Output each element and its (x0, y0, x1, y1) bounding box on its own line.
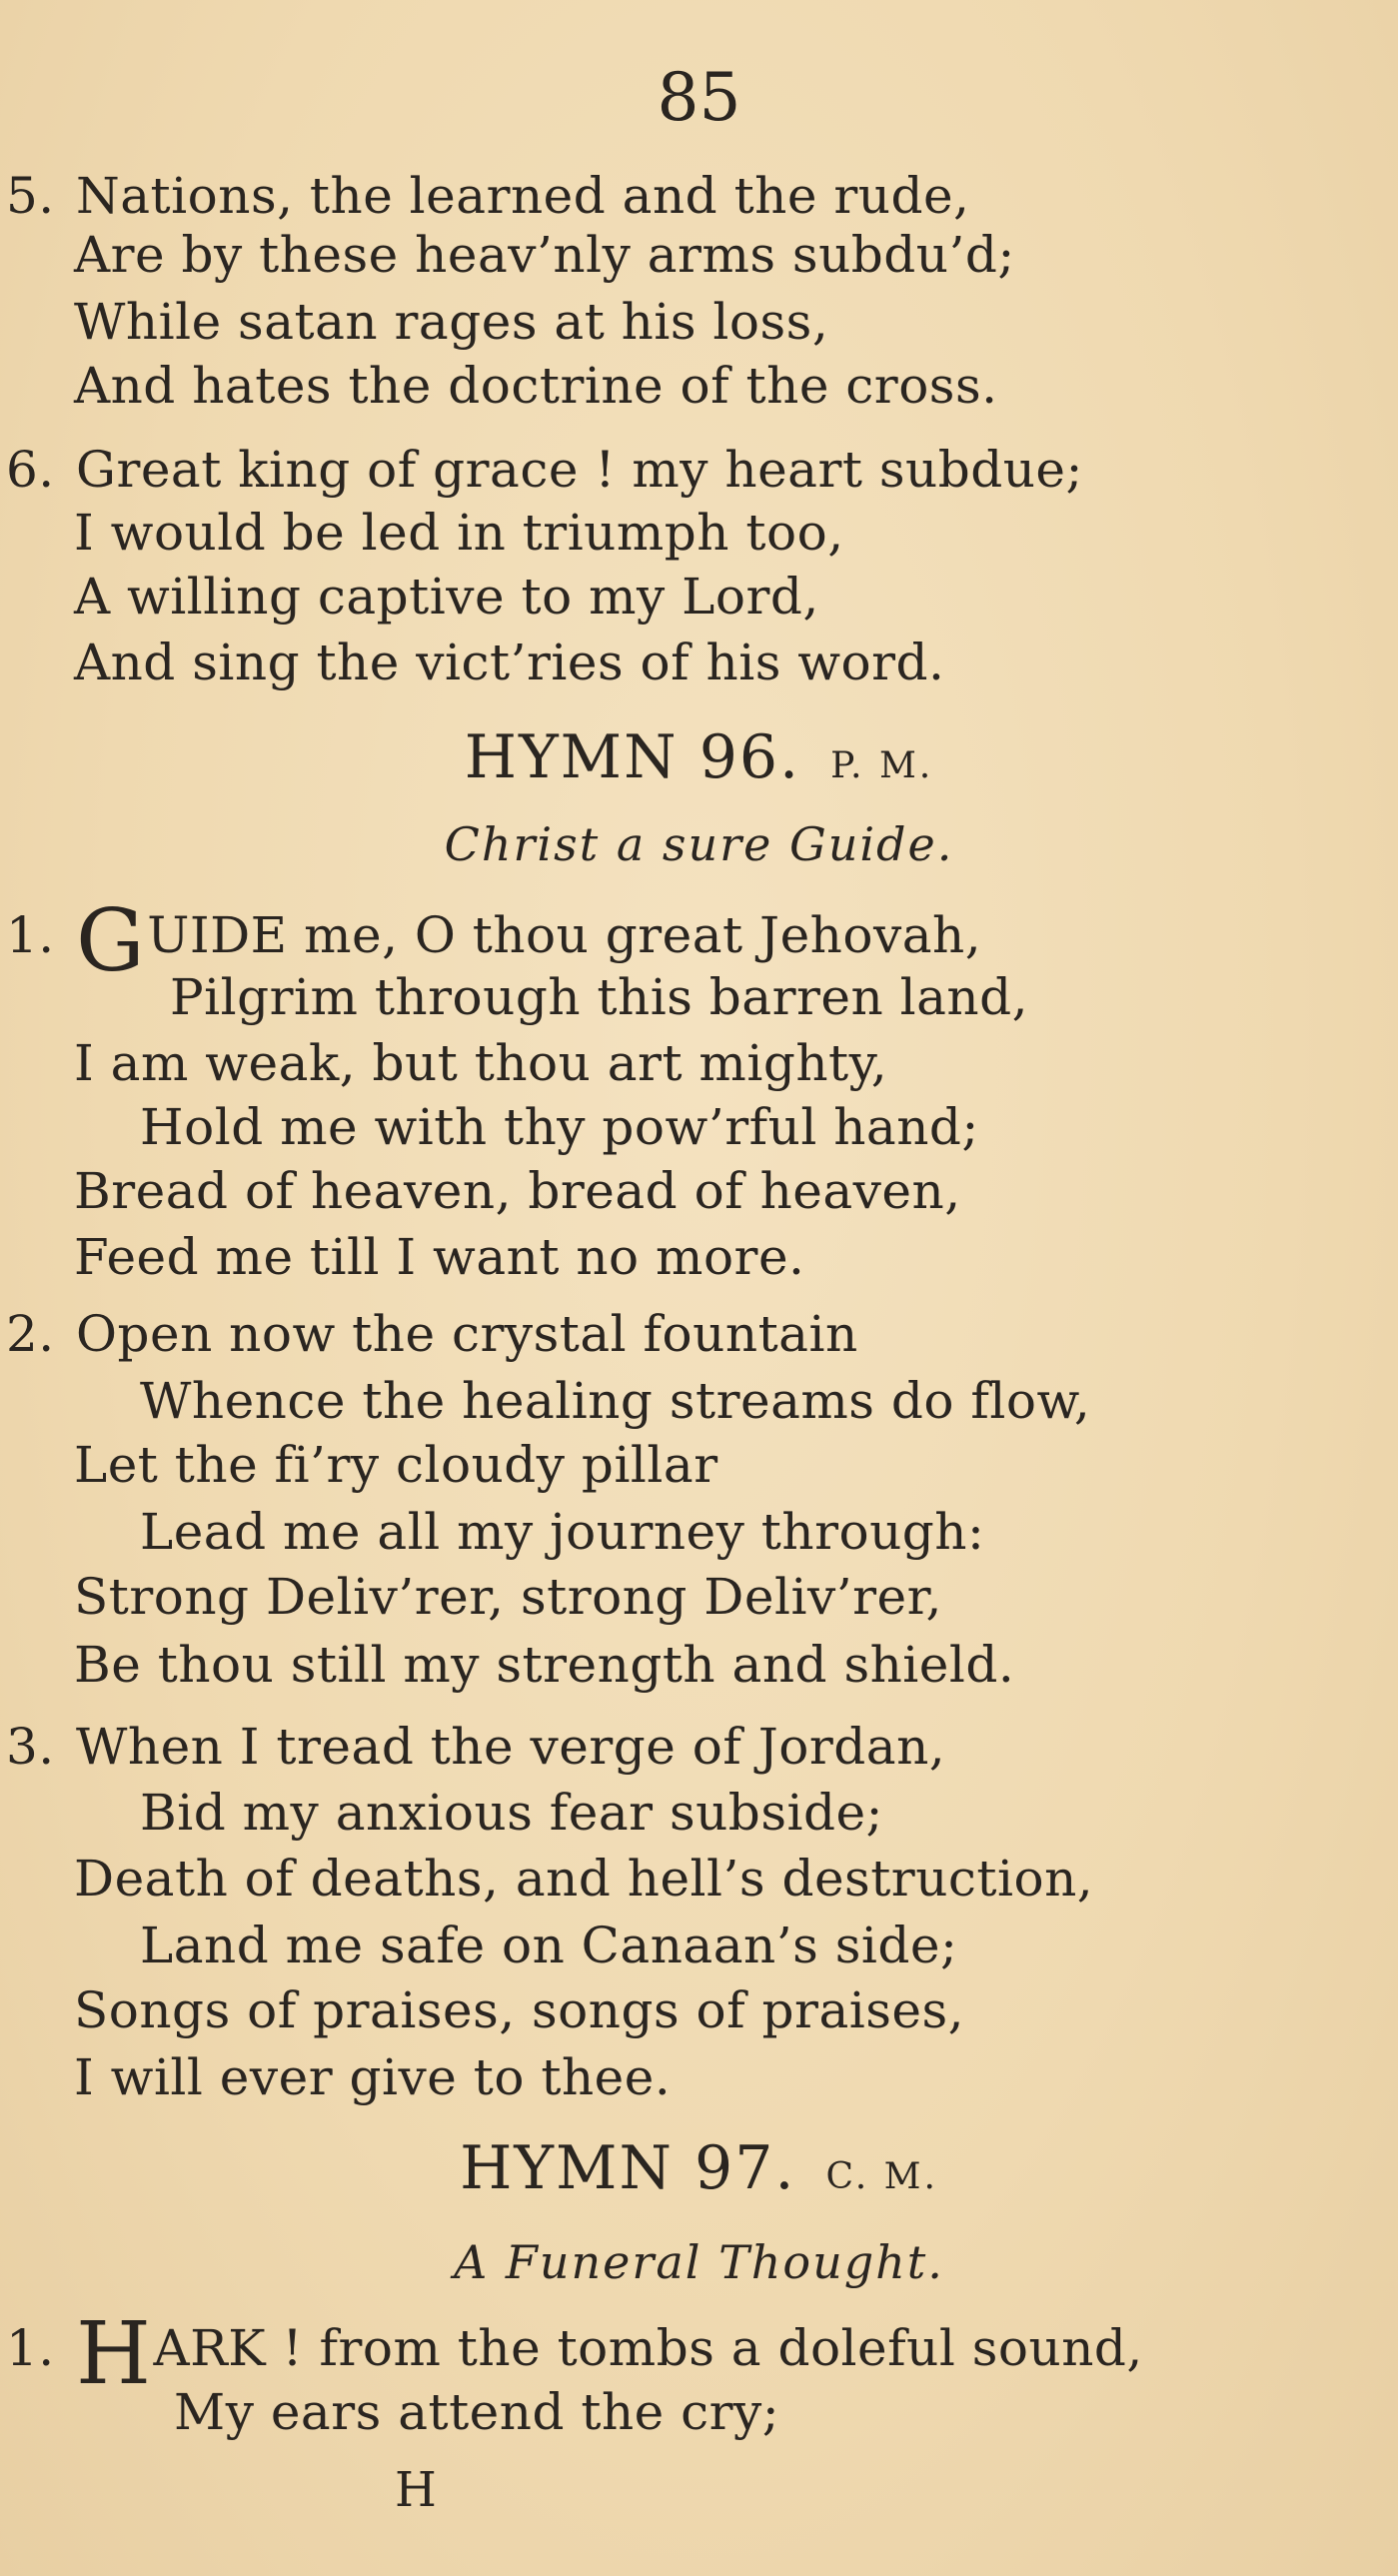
hymn-96-stanza-2-line-1: 2. Open now the crystal fountain (6, 1305, 858, 1363)
hymn-96-stanza-2-line-4: Lead me all my journey through: (140, 1503, 985, 1561)
stanza-6-line-1: 6. Great king of grace ! my heart subdue; (6, 441, 1083, 499)
hymn-96-stanza-1-line-3: I am weak, but thou art mighty, (74, 1034, 888, 1092)
stanza-number: 5. (6, 167, 55, 225)
hymn-96-stanza-1-line-5: Bread of heaven, bread of heaven, (74, 1162, 961, 1220)
hymn-96-stanza-1-line-4: Hold me with thy pow’rful hand; (140, 1098, 979, 1156)
hymn-96-stanza-3-line-3: Death of deaths, and hell’s destruction, (74, 1850, 1094, 1908)
hymn-97-stanza-1-line-2: My ears attend the cry; (174, 2383, 780, 2441)
hymn-96-stanza-3-line-2: Bid my anxious fear subside; (140, 1784, 883, 1842)
hymn-96-stanza-2-line-2: Whence the healing streams do flow, (140, 1372, 1091, 1430)
hymn-96-stanza-1-line-2: Pilgrim through this barren land, (170, 968, 1028, 1026)
hymn-96-title: HYMN 96. P. M. (464, 722, 934, 792)
hymn-96-meter: P. M. (830, 745, 934, 786)
drop-cap: H (76, 2304, 152, 2404)
hymn-97-title: HYMN 97. C. M. (460, 2133, 938, 2203)
hymn-96-stanza-1-line-6: Feed me till I want no more. (74, 1228, 805, 1286)
page-number: 85 (657, 59, 741, 136)
drop-cap: G (76, 891, 146, 991)
stanza-number: 2. (6, 1305, 55, 1363)
hymn-97-subtitle: A Funeral Thought. (454, 2235, 944, 2289)
stanza-number: 6. (6, 441, 55, 499)
stanza-6-line-2: I would be led in triumph too, (74, 504, 844, 562)
stanza-number: 1. (6, 2319, 55, 2377)
hymn-97-stanza-1-line-1: 1. HARK ! from the tombs a doleful sound, (6, 2304, 1143, 2404)
stanza-6-line-3: A willing captive to my Lord, (74, 568, 819, 626)
hymn-96-stanza-3-line-4: Land me safe on Canaan’s side; (140, 1917, 958, 1974)
hymn-96-stanza-3-line-5: Songs of praises, songs of praises, (74, 1981, 965, 2039)
stanza-5-line-3: While satan rages at his loss, (74, 293, 829, 351)
signature-mark: H (395, 2462, 437, 2518)
hymn-96-stanza-2-line-5: Strong Deliv’rer, strong Deliv’rer, (74, 1568, 942, 1626)
hymn-96-stanza-2-line-3: Let the fi’ry cloudy pillar (74, 1436, 718, 1494)
hymn-96-stanza-2-line-6: Be thou still my strength and shield. (74, 1636, 1015, 1694)
hymn-96-stanza-1-line-1: 1. GUIDE me, O thou great Jehovah, (6, 891, 982, 991)
hymn-96-subtitle: Christ a sure Guide. (444, 817, 954, 871)
stanza-5-line-2: Are by these heav’nly arms subdu’d; (74, 226, 1015, 284)
hymn-96-stanza-3-line-6: I will ever give to thee. (74, 2048, 672, 2106)
stanza-number: 3. (6, 1718, 55, 1776)
stanza-5-line-1: 5. Nations, the learned and the rude, (6, 167, 970, 225)
stanza-number: 1. (6, 906, 55, 964)
stanza-5-line-4: And hates the doctrine of the cross. (74, 357, 998, 415)
stanza-6-line-4: And sing the vict’ries of his word. (74, 634, 945, 691)
hymn-96-stanza-3-line-1: 3. When I tread the verge of Jordan, (6, 1718, 946, 1776)
hymn-97-meter: C. M. (825, 2156, 938, 2197)
